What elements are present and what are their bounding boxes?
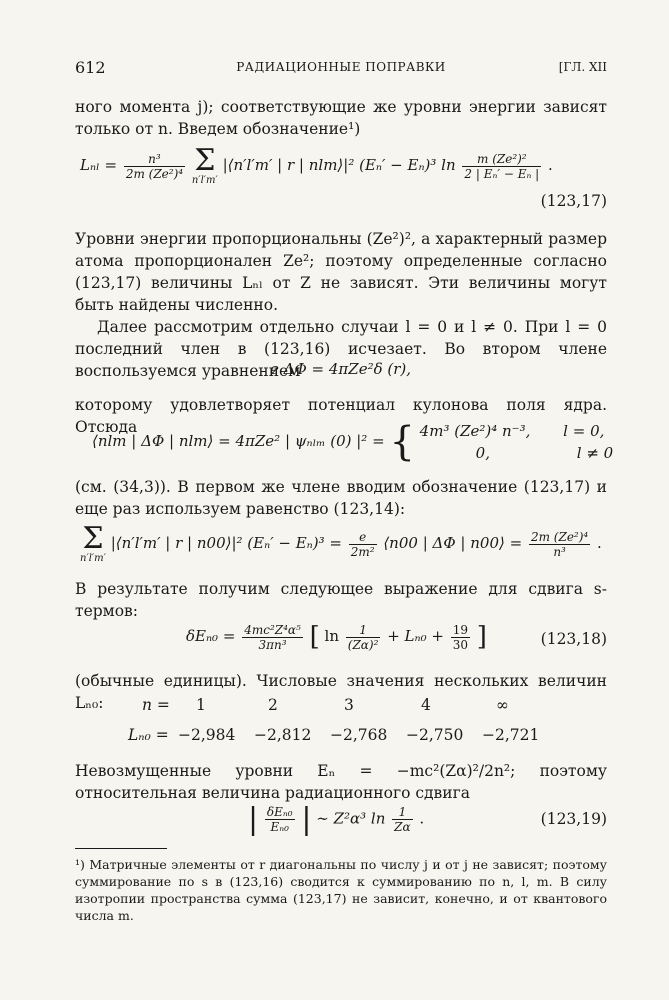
paragraph-7: (обычные единицы). Числовые значения нескольких величин Lₙ₀:: [75, 672, 607, 712]
eq-number-123-18: (123,18): [540, 630, 607, 648]
case2-value: 0,: [475, 444, 490, 462]
table-L-value: −2,812: [254, 726, 312, 744]
paragraph-3: Далее рассмотрим отдельно случаи l = 0 и l ≠ 0. При l = 0 последний член в (123,16) исчезает. Во втором члене воспользуемся уравнением: [75, 318, 607, 380]
eq18-constant-fraction: $\frac{19}{30}$: [452, 622, 468, 652]
table-n-value: 1: [196, 696, 206, 714]
table-L-value: −2,984: [178, 726, 236, 744]
page-header: [75, 58, 607, 80]
equation-123-17: Lₙₗ = $\frac{\text{n³}}{\text{2m (Ze²)⁴}}$ Σ n′l′m′ |⟨n′l′m′ | r | nlm⟩|² (Eₙ′ − Eₙ)³ ln $\frac{\text{m (Ze²)²}}{\text{2 | Eₙ′ − Eₙ |}}$ .: [80, 143, 553, 186]
paragraph-4: которому удовлетворяет потенциал кулонова поля ядра. Отсюда: [75, 396, 607, 436]
paragraph-5: (см. (34,3)). В первом же члене вводим обозначение (123,17) и еще раз используем равенство (123,14):: [75, 478, 607, 518]
eq18-fraction: $\frac{\text{4mc²Z⁴α⁵}}{\text{3πn³}}$: [244, 622, 301, 652]
cases-block: [420, 420, 614, 464]
paragraph-1: ного момента j); соответствующие же уровни энергии зависят только от n. Введем обозначение¹): [75, 98, 607, 138]
chapter-label: [ГЛ. XII: [558, 60, 607, 74]
page-number: 612: [75, 58, 106, 77]
sigma-symbol: Σ: [194, 143, 216, 178]
eq17-body: |⟨n′l′m′ | r | nlm⟩|² (Eₙ′ − Eₙ)³ ln: [222, 156, 456, 174]
equation-123-19: | $\frac{\text{δEₙ₀}}{\text{Eₙ₀}}$ | ∼ Z²α³ ln $\frac{1}{Z\alpha}$ .: [248, 802, 425, 837]
eq-number-123-19: (123,19): [540, 810, 607, 828]
eq18-log-fraction: $\frac{1}{\text{(Zα)²}}$: [347, 622, 379, 652]
table-n-value: 3: [344, 696, 354, 714]
table-n-value: 4: [421, 696, 431, 714]
equation-cases: [92, 420, 613, 464]
eq19-log-fraction: $\frac{1}{Z\alpha}$: [394, 805, 411, 834]
table-L-value: −2,721: [482, 726, 540, 744]
sum-identity-sigma: Σ n′l′m′: [80, 521, 106, 564]
left-brace: {: [389, 419, 415, 465]
sigma-symbol-2: Σ: [82, 521, 104, 556]
case1-condition: l = 0,: [563, 422, 605, 440]
cases-lhs: ⟨nlm | ΔΦ | nlm⟩ = 4πZe² | ψₙₗₘ (0) |² =: [92, 432, 385, 450]
equation-poisson: e ΔΦ = 4πZe²δ (r),: [270, 360, 412, 378]
paragraph-8: Невозмущенные уровни Eₙ = −mc²(Zα)²/2n²; поэтому относительная величина радиационного сдвига: [75, 762, 607, 802]
running-title: РАДИАЦИОННЫЕ ПОПРАВКИ: [236, 60, 446, 74]
table-L-value: −2,768: [330, 726, 388, 744]
eq17-fraction: $\frac{\text{n³}}{\text{2m (Ze²)⁴}}$: [125, 151, 184, 181]
eq17-sum: Σ n′l′m′: [191, 143, 218, 186]
equation-sum-identity: Σ n′l′m′ |⟨n′l′m′ | r | n00⟩|² (Eₙ′ − Eₙ)³ = $\frac{e}{\text{2m²}}$ ⟨n00 | ΔΦ | n00⟩ = $\frac{\text{2m (Ze²)⁴}}{\text{n³}}$ .: [80, 521, 602, 564]
eq17-lhs: Lₙₗ =: [80, 156, 118, 174]
table-n-value: ∞: [496, 696, 509, 714]
footnote-divider: [75, 848, 167, 849]
eq19-fraction: $\frac{\text{δEₙ₀}}{\text{Eₙ₀}}$: [266, 805, 293, 834]
table-L-label: Lₙ₀ =: [128, 726, 169, 744]
case2-condition: l ≠ 0: [576, 444, 614, 462]
table-n-value: 2: [268, 696, 278, 714]
equation-123-18: δEₙ₀ = $\frac{\text{4mc²Z⁴α⁵}}{\text{3πn³}}$ [ ln $\frac{1}{\text{(Zα)²}}$ + Lₙ₀ + $\frac{19}{30}$ ]: [186, 622, 487, 652]
sum-identity-fraction-2: $\frac{\text{2m (Ze²)⁴}}{\text{n³}}$: [530, 529, 589, 559]
paragraph-2: Уровни энергии пропорциональны (Ze²)², а характерный размер атома пропорционален Ze²; поэтому определенные согласно (123,17) величины Lₙₗ от Z не зависят. Эти величины могут быть найдены численно.: [75, 230, 607, 314]
sum-identity-fraction-1: $\frac{e}{\text{2m²}}$: [350, 529, 375, 559]
case1-value: 4m³ (Ze²)⁴ n⁻³,: [419, 422, 531, 440]
footnote: ¹) Матричные элементы от r диагональны по числу j и от j не зависят; поэтому суммирование по s в (123,16) сводится к суммированию по n, l, m. В силу изотропии пространства сумма (123,17) не зависит, конечно, и от квантового числа m.: [75, 857, 607, 923]
eq17-log-fraction: $\frac{\text{m (Ze²)²}}{\text{2 | Eₙ′ − Eₙ |}}$: [464, 151, 540, 181]
table-n-label: n =: [142, 696, 170, 714]
table-L-value: −2,750: [406, 726, 464, 744]
paragraph-6: В результате получим следующее выражение для сдвига s-термов:: [75, 580, 607, 620]
eq-number-123-17: (123,17): [540, 192, 607, 210]
